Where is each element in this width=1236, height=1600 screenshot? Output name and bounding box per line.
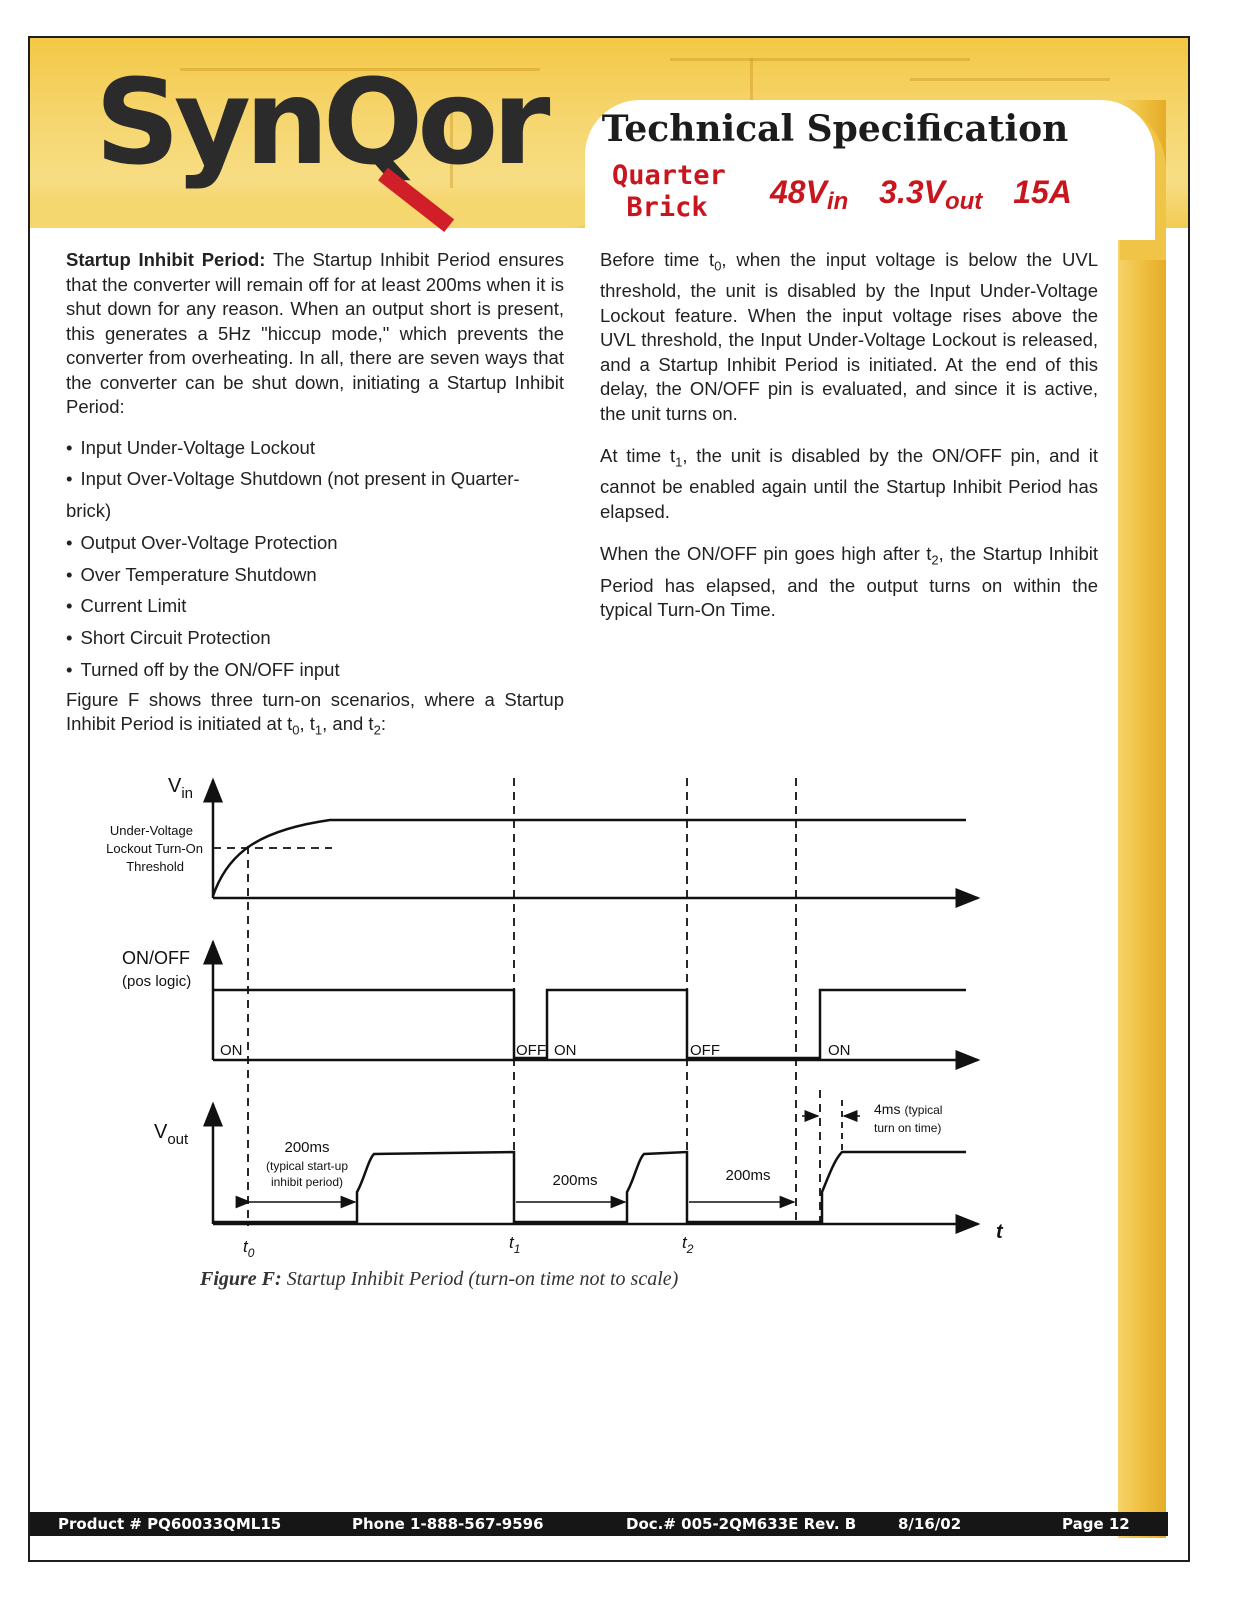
turn-on-value: 4ms (typical [874, 1101, 943, 1117]
logo-text: SynQor [95, 53, 545, 191]
list-item: • Input Over-Voltage Shutdown (not present in Quarter-brick) [66, 463, 564, 527]
footer-phone: Phone 1-888-567-9596 [352, 1515, 544, 1533]
state-on-3: ON [828, 1042, 851, 1059]
list-item: • Over Temperature Shutdown [66, 559, 564, 591]
onoff-label: ON/OFF [122, 948, 190, 968]
state-on-1: ON [220, 1042, 243, 1059]
list-item: • Output Over-Voltage Protection [66, 527, 564, 559]
spec-vin: $48V_{in}$ [770, 174, 849, 215]
state-off-1: OFF [516, 1042, 546, 1059]
timing-diagram [60, 760, 1020, 1300]
startup-inhibit-paragraph [66, 248, 564, 420]
figure-intro: Figure F shows three turn-on scenarios, where a Startup Inhibit Period is initiated at $t_0$, $t_1$, and $t_2$: [66, 688, 564, 739]
list-item: • Input Under-Voltage Lockout [66, 432, 564, 464]
form-factor [612, 160, 726, 224]
vin-label: $V_{in}$ [168, 775, 194, 802]
uvl-label-3: Threshold [126, 859, 184, 874]
form-factor-line-1: Quarter [612, 160, 726, 191]
spec-current: 15A [1013, 174, 1072, 210]
timing-diagram-svg [60, 760, 1020, 1260]
paragraph-t1: At time $t_1$, the unit is disabled by the ON/OFF pin, and it cannot be enabled again until the Startup Inhibit Period has elapsed. [600, 445, 1098, 522]
left-column [66, 248, 564, 762]
delay-label-3: 200ms [725, 1167, 771, 1184]
list-item: • Current Limit [66, 590, 564, 622]
onoff-waveform [213, 990, 966, 1058]
spec-vout: $3.3V_{out}$ [879, 174, 983, 215]
spec-summary [770, 174, 1094, 216]
list-item: • Turned off by the ON/OFF input [66, 654, 564, 686]
paragraph-t2: When the ON/OFF pin goes high after $t_2$, the Startup Inhibit Period has elapsed, and the output turns on within the typical Turn-On Time. [600, 543, 1098, 621]
t2-label: $t_2$ [682, 1233, 694, 1256]
delay-label-1: 200ms [284, 1139, 330, 1156]
uvl-label-2: Lockout Turn-On [106, 841, 203, 856]
right-column [600, 248, 1098, 641]
page-footer [30, 1512, 1168, 1536]
footer-page: Page 12 [1062, 1515, 1130, 1533]
delay-label-2: 200ms [552, 1172, 598, 1189]
footer-doc: Doc.# 005-2QM633E Rev. B [626, 1515, 857, 1533]
footer-product: Product # PQ60033QML15 [58, 1515, 282, 1533]
delay-note-2: inhibit period) [270, 1175, 344, 1189]
section-heading: Startup Inhibit Period: [66, 249, 266, 270]
state-off-2: OFF [690, 1042, 720, 1059]
vin-waveform [213, 820, 966, 896]
synqor-logo [95, 52, 545, 192]
turn-on-note: turn on time) [874, 1121, 942, 1135]
form-factor-line-2: Brick [626, 192, 708, 223]
t0-label: $t_0$ [243, 1237, 255, 1260]
time-axis-label: t [996, 1221, 1003, 1243]
list-item: • Short Circuit Protection [66, 622, 564, 654]
side-bar [1118, 100, 1166, 1538]
t1-label: $t_1$ [509, 1233, 521, 1256]
shutdown-list [66, 432, 564, 686]
header-band-edge [30, 200, 600, 228]
paragraph-t0: Before time $t_0$, when the input voltage is below the UVL threshold, the unit is disabled by the Input Under-Voltage Lockout feature. When the input voltage rises above the UVL threshold, the Input Under-Voltage Lockout is released, and a Startup Inhibit Period is initiated. At the end of this delay, the ON/OFF pin is evaluated, and since it is active, the unit turns on. [600, 249, 1098, 424]
state-on-2: ON [554, 1042, 577, 1059]
footer-date: 8/16/02 [898, 1515, 962, 1533]
page-title: Technical Specification [601, 108, 1069, 150]
intro-text: The Startup Inhibit Period ensures that the converter will remain off for at least 200ms when it is shut down for any reason. When an output short is present, this generates a 5Hz "hiccup mode," which prevents the converter from overheating. In all, there are seven ways that the converter can be shut down, initiating a Startup Inhibit Period: [66, 249, 564, 417]
uvl-label-1: Under-Voltage [109, 823, 193, 838]
delay-note-1: (typical start-up [265, 1159, 349, 1173]
vout-label: $V_{out}$ [154, 1121, 189, 1148]
onoff-sub-label: (pos logic) [122, 973, 192, 990]
figure-caption: Figure F: Startup Inhibit Period (turn-on time not to scale) [200, 1268, 679, 1290]
